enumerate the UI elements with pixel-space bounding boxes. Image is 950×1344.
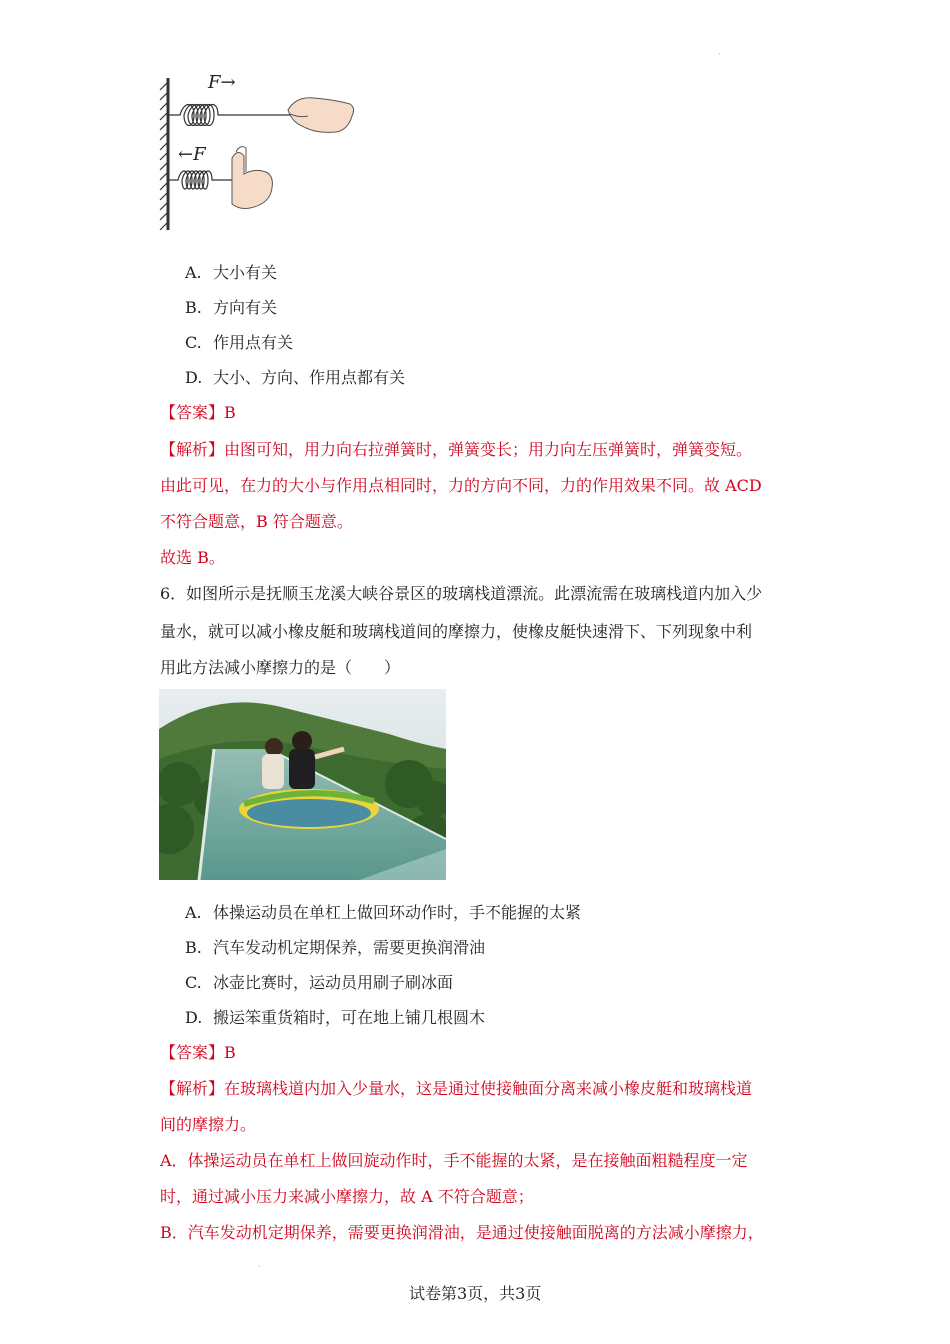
q6-answer: 【答案】B: [160, 1043, 236, 1062]
q5-option-d: D. 大小、方向、作用点都有关: [185, 368, 406, 387]
arrow-right-icon: →: [220, 72, 236, 93]
corner-dot: ·: [718, 50, 721, 59]
force-label-bottom: ←F: [178, 144, 206, 165]
q5-analysis-line: 不符合题意，B 符合题意。: [160, 512, 353, 531]
q6-stem-line: 量水，就可以减小橡皮艇和玻璃栈道间的摩擦力，使橡皮艇快速滑下、下列现象中利: [160, 622, 753, 641]
q5-analysis-line: 【解析】由图可知，用力向右拉弹簧时，弹簧变长；用力向左压弹簧时，弹簧变短。: [160, 440, 753, 459]
q6-analysis-line: 【解析】在玻璃栈道内加入少量水，这是通过使接触面分离来减小橡皮艇和玻璃栈道: [160, 1079, 753, 1098]
page-footer: 试卷第3页，共3页: [409, 1284, 542, 1303]
rafting-photo: [159, 689, 446, 880]
force-label-top: F→: [208, 72, 236, 93]
q6-stem-line: 6．如图所示是抚顺玉龙溪大峡谷景区的玻璃栈道漂流。此漂流需在玻璃栈道内加入少: [160, 584, 763, 603]
q6-analysis-line: 间的摩擦力。: [160, 1115, 257, 1134]
q5-answer: 【答案】B: [160, 403, 236, 422]
arrow-left-icon: ←: [178, 144, 194, 165]
q5-analysis-line: 由此可见，在力的大小与作用点相同时，力的方向不同，力的作用效果不同。故 ACD: [160, 476, 762, 495]
q5-option-a: A. 大小有关: [185, 263, 278, 282]
corner-dot: ·: [258, 1262, 261, 1271]
q6-analysis-line: A．体操运动员在单杠上做回旋动作时，手不能握的太紧，是在接触面粗糙程度一定: [160, 1151, 748, 1170]
q6-option-b: B. 汽车发动机定期保养，需要更换润滑油: [185, 938, 486, 957]
q5-option-c: C. 作用点有关: [185, 333, 294, 352]
q5-analysis-line: 故选 B。: [160, 548, 225, 567]
q6-analysis-line: 时，通过减小压力来减小摩擦力，故 A 不符合题意；: [160, 1187, 534, 1206]
q6-stem-line: 用此方法减小摩擦力的是（ ）: [160, 658, 401, 677]
q5-option-b: B. 方向有关: [185, 298, 278, 317]
q6-option-d: D. 搬运笨重货箱时，可在地上铺几根圆木: [185, 1008, 486, 1027]
q6-option-a: A. 体操运动员在单杠上做回环动作时，手不能握的太紧: [185, 903, 582, 922]
q6-option-c: C. 冰壶比赛时，运动员用刷子刷冰面: [185, 973, 454, 992]
q6-analysis-line: B．汽车发动机定期保养，需要更换润滑油，是通过使接触面脱离的方法减小摩擦力，: [160, 1223, 764, 1242]
